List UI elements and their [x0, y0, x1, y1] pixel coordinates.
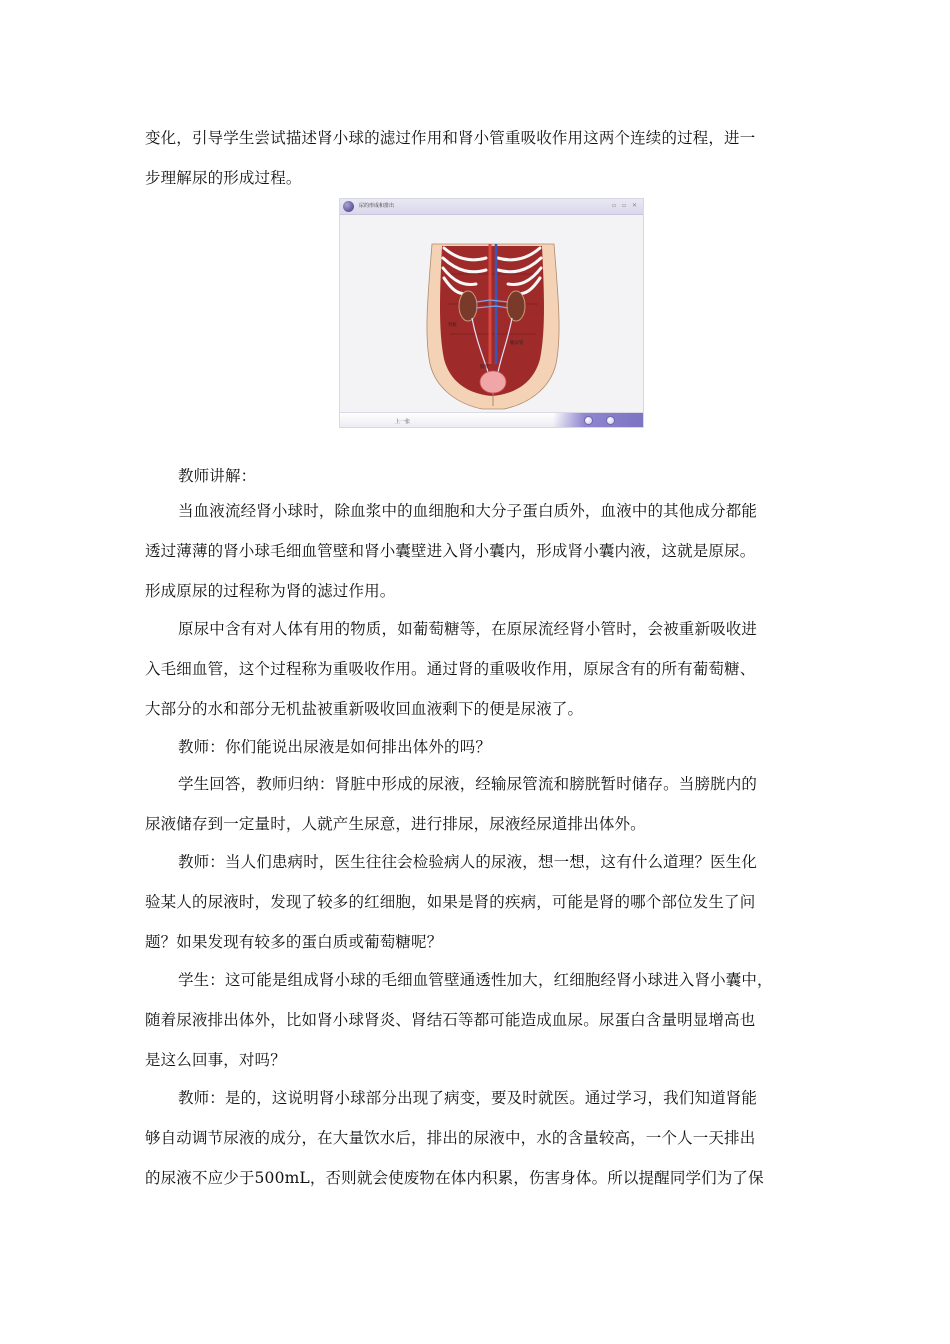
text-line: 原尿中含有对人体有用的物质，如葡萄糖等，在原尿流经肾小管时，会被重新吸收进: [178, 620, 758, 638]
text-line: 学生：这可能是组成肾小球的毛细血管壁通透性加大，红细胞经肾小球进入肾小囊中，: [178, 971, 773, 989]
stop-button-icon[interactable]: [606, 416, 615, 425]
urinary-system-illustration: [340, 214, 644, 414]
prev-slide-button[interactable]: 上一张: [395, 419, 411, 425]
screenshot-controlbar: [340, 412, 643, 427]
text-line: 教师：当人们患病时，医生往往会检验病人的尿液，想一想，这有什么道理？医生化: [178, 853, 758, 871]
text-line: 教师：你们能说出尿液是如何排出体外的吗？: [178, 738, 492, 756]
text-line: 是这么回事，对吗？: [145, 1051, 286, 1069]
text-line: 教师讲解：: [178, 467, 257, 485]
text-line: 当血液流经肾小球时，除血浆中的血细胞和大分子蛋白质外，血液中的其他成分都能: [178, 502, 758, 520]
text-line: 验某人的尿液时，发现了较多的红细胞，如果是肾的疾病，可能是肾的哪个部位发生了问: [145, 893, 756, 911]
urinary-system-screenshot: [339, 198, 644, 428]
screenshot-titlebar: [340, 199, 643, 215]
text-line: 变化，引导学生尝试描述肾小球的滤过作用和肾小管重吸收作用这两个连续的过程，进一: [145, 129, 756, 147]
text-line: 步理解尿的形成过程。: [145, 169, 302, 187]
play-button-icon[interactable]: [584, 416, 593, 425]
window-controls-icon: ▫ ▫ ✕: [612, 202, 639, 209]
label-kidney: 肾脏: [448, 323, 457, 328]
text-line: 随着尿液排出体外，比如肾小球肾炎、肾结石等都可能造成血尿。尿蛋白含量明显增高也: [145, 1011, 756, 1029]
text-line: 学生回答，教师归纳：肾脏中形成的尿液，经输尿管流和膀胱暂时储存。当膀胱内的: [178, 775, 758, 793]
left-kidney: [459, 291, 477, 321]
bladder: [480, 371, 506, 393]
screenshot-window-title: 尿的形成和排出: [359, 203, 395, 209]
app-logo-icon: [343, 201, 354, 212]
text-line: 形成原尿的过程称为肾的滤过作用。: [145, 582, 396, 600]
text-line: 题？如果发现有较多的蛋白质或葡萄糖呢？: [145, 933, 443, 951]
label-ureter: 输尿管: [510, 341, 524, 346]
text-line: 够自动调节尿液的成分，在大量饮水后，排出的尿液中，水的含量较高，一个人一天排出: [145, 1129, 756, 1147]
text-line: 教师：是的，这说明肾小球部分出现了病变，要及时就医。通过学习，我们知道肾能: [178, 1089, 758, 1107]
text-line: 的尿液不应少于500mL，否则就会使废物在体内积累，伤害身体。所以提醒同学们为了保: [145, 1169, 764, 1187]
text-line: 入毛细血管，这个过程称为重吸收作用。通过肾的重吸收作用，原尿含有的所有葡萄糖、: [145, 660, 756, 678]
control-ribbon: [553, 413, 643, 427]
text-line: 尿液储存到一定量时，人就产生尿意，进行排尿，尿液经尿道排出体外。: [145, 815, 646, 833]
label-bladder: 膀胱: [480, 365, 489, 370]
right-kidney: [507, 291, 525, 321]
text-line: 大部分的水和部分无机盐被重新吸收回血液剩下的便是尿液了。: [145, 700, 584, 718]
text-line: 透过薄薄的肾小球毛细血管壁和肾小囊壁进入肾小囊内，形成肾小囊内液，这就是原尿。: [145, 542, 756, 560]
